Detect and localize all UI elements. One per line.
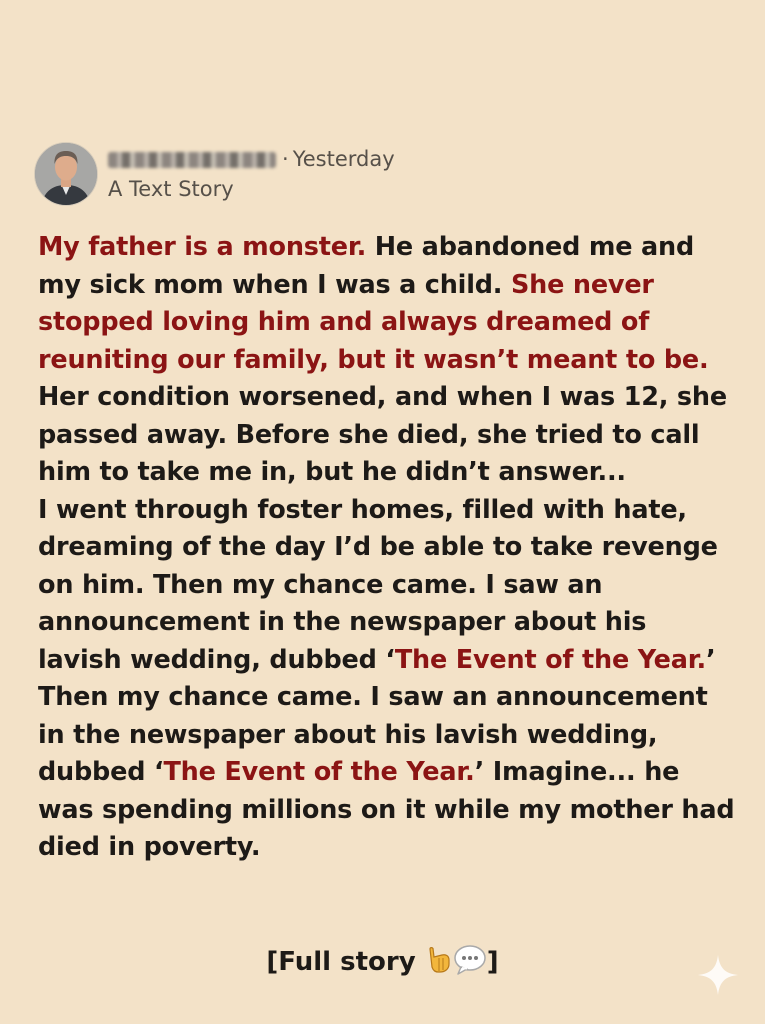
story-paragraph-2 bbox=[38, 492, 738, 680]
avatar-portrait-icon bbox=[35, 143, 97, 205]
author-name-blurred[interactable] bbox=[108, 152, 276, 168]
story-paragraph-1 bbox=[38, 229, 738, 492]
story-text bbox=[38, 229, 738, 867]
story-text-run: I went through foster homes, filled with hate, dreaming of the day I’d be able to take revenge on him. Then my chance came. I saw an announcement in the newspaper about his lavish wedding, dubbed ‘ bbox=[38, 494, 718, 675]
story-paragraph-3 bbox=[38, 679, 738, 867]
pointing-down-icon bbox=[425, 946, 453, 976]
story-highlight: The Event of the Year. bbox=[163, 757, 475, 787]
story-text-run: Then my chance came. I saw an announcement in the newspaper about his lavish wedding, dubbed ‘ bbox=[38, 682, 708, 787]
post-meta bbox=[108, 144, 395, 204]
post-subtitle: A Text Story bbox=[108, 177, 234, 201]
story-text-run: ’ Imagine... he was spending millions on it while my mother had died in poverty. bbox=[38, 757, 735, 862]
sparkle-icon bbox=[696, 953, 740, 997]
meta-separator: · bbox=[282, 147, 289, 171]
post-header bbox=[34, 142, 734, 208]
story-text-run: ’ bbox=[705, 644, 716, 675]
story-highlight: She never stopped loving him and always dreamed of reuniting our family, but it wasn’t meant to be. bbox=[38, 269, 709, 375]
avatar[interactable] bbox=[34, 142, 98, 206]
full-story-link[interactable] bbox=[0, 942, 765, 982]
full-story-bracket: ] bbox=[486, 947, 499, 977]
story-highlight: The Event of the Year. bbox=[394, 644, 706, 675]
story-text-run: He abandoned me and my sick mom when I was a child. bbox=[38, 232, 695, 300]
story-highlight: My father is a monster. bbox=[38, 232, 367, 262]
speech-bubble-icon bbox=[453, 944, 487, 976]
full-story-label: [Full story bbox=[266, 947, 425, 977]
post-timestamp: Yesterday bbox=[292, 147, 395, 171]
story-text-run: Her condition worsened, and when I was 12, she passed away. Before she died, she tried to call him to take me in, but he didn’t answer... bbox=[38, 382, 727, 487]
